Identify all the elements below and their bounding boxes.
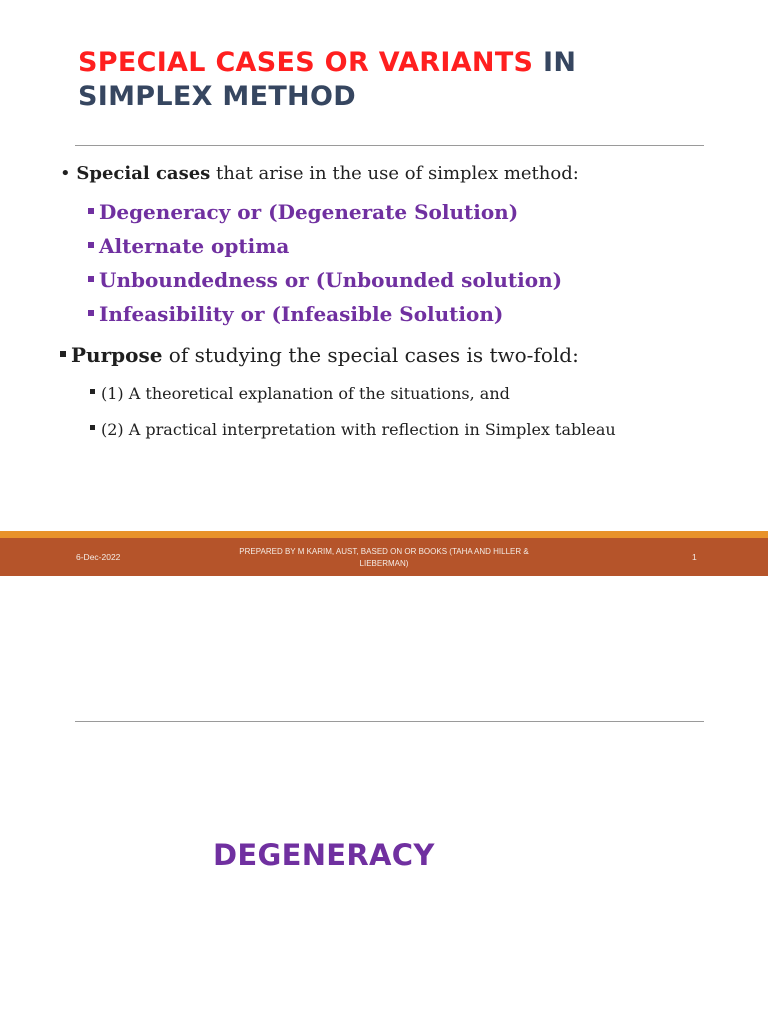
case-label: Alternate optima [99, 234, 290, 258]
intro-line [60, 163, 579, 184]
slide-title [78, 46, 576, 114]
square-bullet-icon [60, 351, 66, 357]
case-item-degeneracy [88, 200, 518, 224]
case-label: Infeasibility or (Infeasible Solution) [99, 302, 504, 326]
case-label: Unboundedness or (Unbounded solution) [99, 268, 563, 292]
title-red-part: SPECIAL CASES OR VARIANTS [78, 47, 534, 78]
case-label: Degeneracy or (Degenerate Solution) [99, 200, 519, 224]
footer-page-number: 1 [692, 552, 697, 562]
case-item-unboundedness [88, 268, 562, 292]
footer-stripe [0, 531, 768, 538]
purpose-point-2 [90, 420, 616, 439]
square-bullet-icon [88, 276, 94, 282]
case-item-infeasibility [88, 302, 503, 326]
square-bullet-icon [88, 242, 94, 248]
title-dark-part: IN [542, 47, 577, 78]
section-title: DEGENERACY [213, 838, 435, 872]
footer-date: 6-Dec-2022 [76, 552, 121, 562]
footer-credit: PREPARED BY M KARIM, AUST, BASED ON OR BOOKS (TAHA AND HILLER & LIEBERMAN) [239, 547, 529, 568]
title-divider [75, 145, 704, 146]
case-item-alternate-optima [88, 234, 289, 258]
slide-2 [0, 576, 768, 1024]
purpose-point-1 [90, 384, 510, 403]
point-text: (2) A practical interpretation with reflection in Simplex tableau [101, 420, 616, 439]
title-line-2: SIMPLEX METHOD [78, 81, 356, 112]
purpose-line [60, 343, 579, 367]
purpose-rest: of studying the special cases is two-fold: [168, 343, 579, 367]
square-bullet-icon [90, 425, 95, 430]
intro-bullet: • [60, 163, 71, 184]
purpose-bold: Purpose [71, 343, 163, 367]
point-text: (1) A theoretical explanation of the situations, and [101, 384, 510, 403]
title-divider [75, 721, 704, 722]
slide-footer [0, 538, 768, 576]
square-bullet-icon [88, 208, 94, 214]
intro-bold: Special cases [76, 163, 211, 184]
square-bullet-icon [88, 310, 94, 316]
intro-rest: that arise in the use of simplex method: [216, 163, 579, 184]
square-bullet-icon [90, 389, 95, 394]
